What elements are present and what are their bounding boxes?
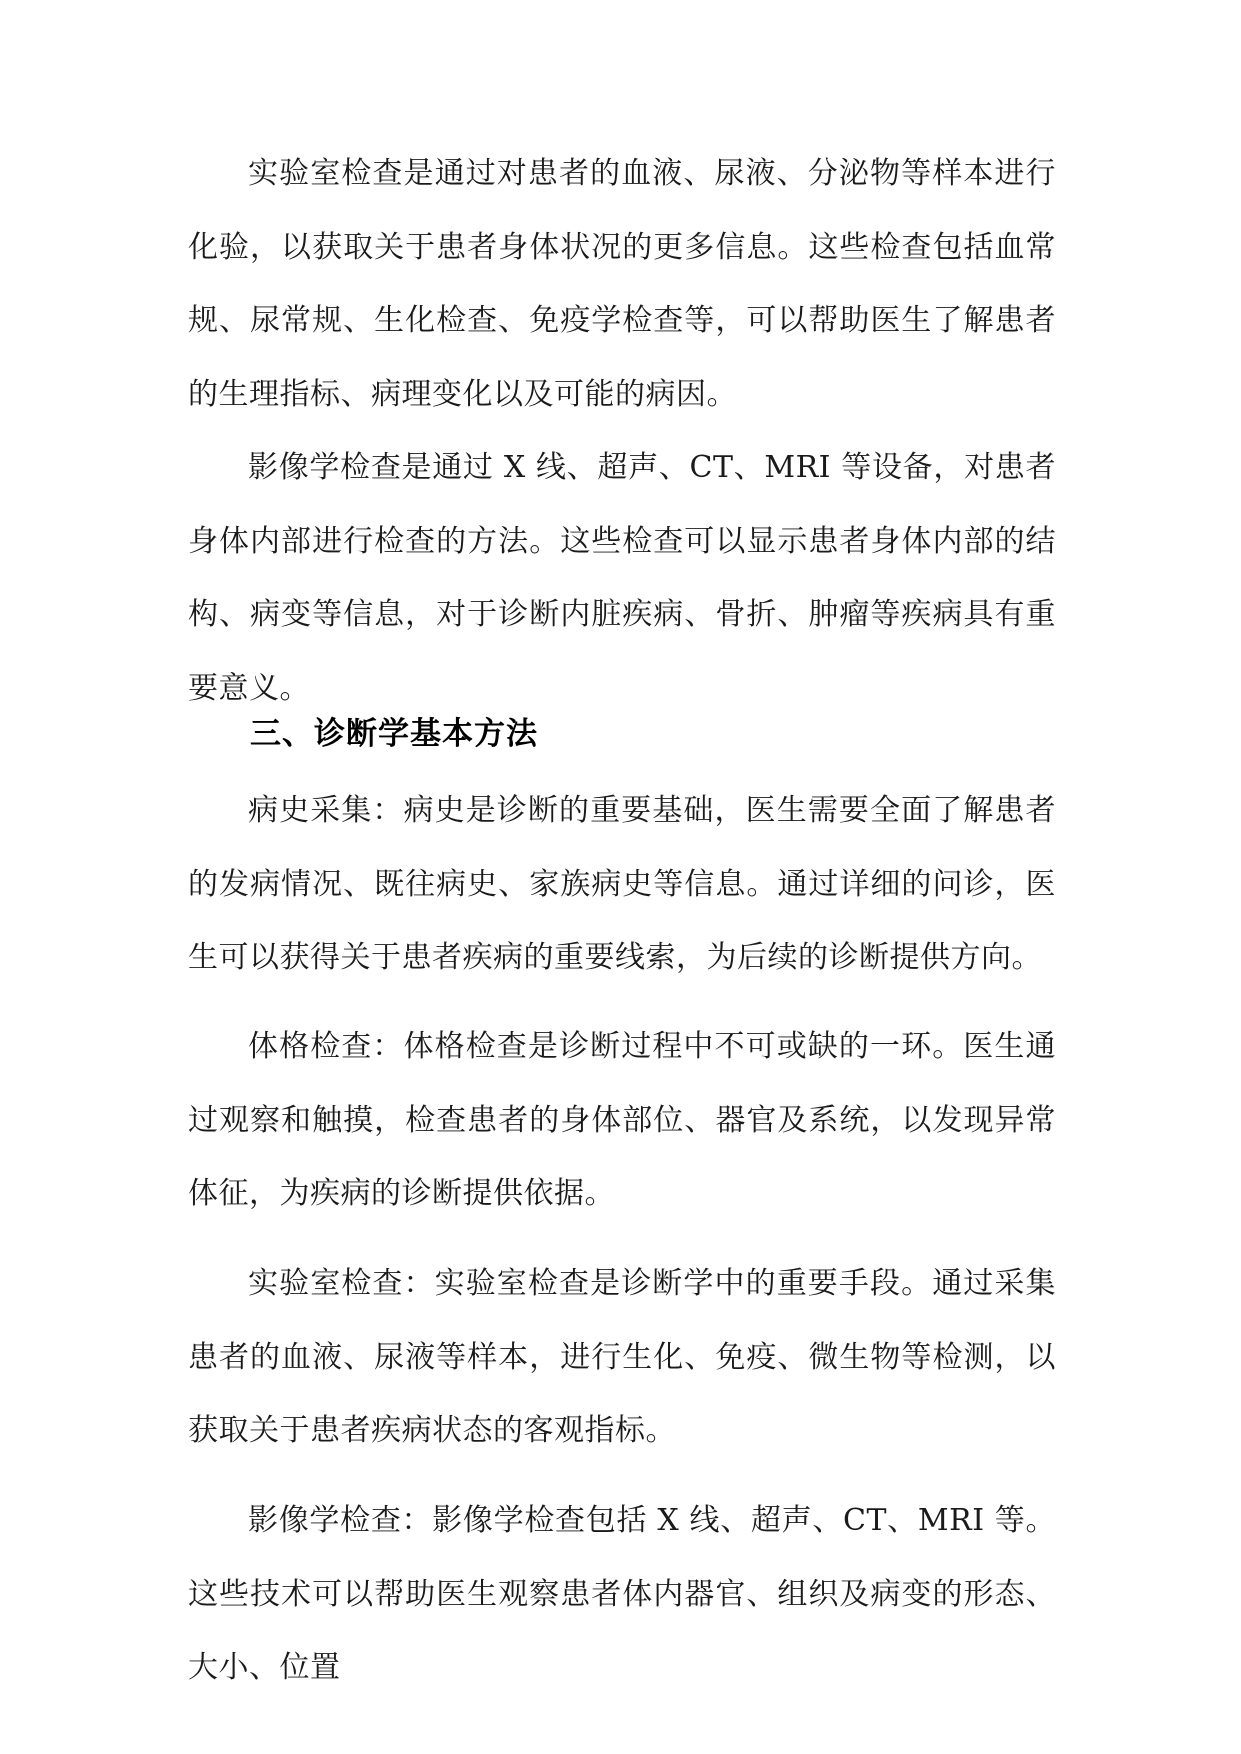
- paragraph-physical-examination: 体格检查：体格检查是诊断过程中不可或缺的一环。医生通过观察和触摸，检查患者的身体部位、器官及系统，以发现异常体征，为疾病的诊断提供依据。: [188, 1029, 1056, 1211]
- paragraph-imaging-examination: 影像学检查：影像学检查包括 X 线、超声、CT、MRI 等。这些技术可以帮助医生观察患者体内器官、组织及病变的形态、大小、位置: [188, 1503, 1056, 1685]
- paragraph-laboratory-examination: 实验室检查：实验室检查是诊断学中的重要手段。通过采集患者的血液、尿液等样本，进行生化、免疫、微生物等检测，以获取关于患者疾病状态的客观指标。: [188, 1266, 1056, 1448]
- paragraph-history-taking: 病史采集：病史是诊断的重要基础，医生需要全面了解患者的发病情况、既往病史、家族病史等信息。通过详细的问诊，医生可以获得关于患者疾病的重要线索，为后续的诊断提供方向。: [188, 793, 1056, 975]
- paragraph-laboratory-tests-intro: 实验室检查是通过对患者的血液、尿液、分泌物等样本进行化验，以获取关于患者身体状况的更多信息。这些检查包括血常规、尿常规、生化检查、免疫学检查等，可以帮助医生了解患者的生理指标、病理变化以及可能的病因。: [188, 156, 1056, 412]
- section-heading: 三、诊断学基本方法: [250, 716, 538, 752]
- paragraph-imaging-tests-intro: 影像学检查是通过 X 线、超声、CT、MRI 等设备，对患者身体内部进行检查的方法。这些检查可以显示患者身体内部的结构、病变等信息，对于诊断内脏疾病、骨折、肿瘤等疾病具有重要意义。: [188, 450, 1056, 706]
